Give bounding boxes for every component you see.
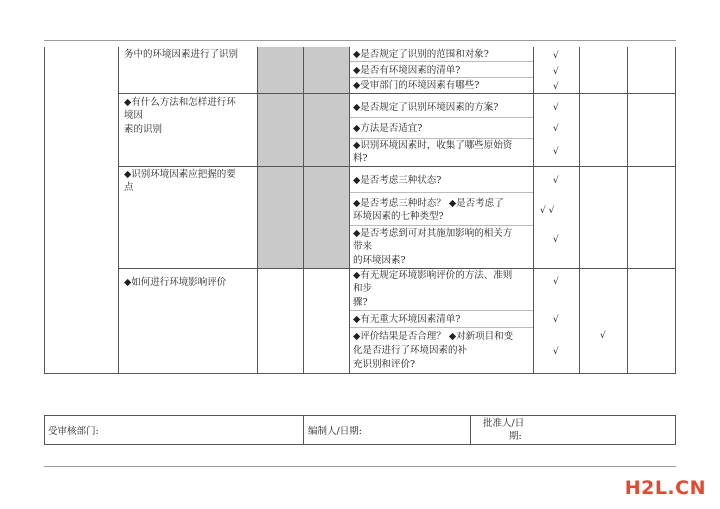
checklist-item: ◆有无重大环境因素清单? [353,314,461,325]
check-mark: √ [553,347,559,357]
bottom-divider [44,466,676,467]
shaded-cell [258,47,303,93]
check-mark: √ [553,124,559,134]
site-logo: H2L.CN [624,477,706,499]
checklist-item: ◆评价结果是否合理？ ◆对新项目和变 [353,331,514,342]
checklist-item: ◆有无规定环境影响评价的方法、准则 [353,270,513,281]
checklist-item: ◆识别环境因素时，收集了哪些原始资 [353,140,513,151]
checklist-item: ◆是否规定了识别环境因素的方案? [353,102,499,113]
checklist-item: 骤? [353,297,368,308]
check-mark: √ [553,235,559,245]
checklist-item: ◆是否规定了识别的范围和对象? [353,49,489,60]
check-mark: √ [553,315,559,325]
checklist-item: ◆是否考虑到可对其施加影响的相关方 [353,228,513,239]
checklist-item: 料? [353,153,368,164]
check-mark: √ [553,51,559,61]
checklist-item: 的环境因素? [353,255,406,266]
check-mark-double: √ √ [540,206,555,216]
checklist-item: ◆是否考虑三种状态? [353,175,442,186]
check-mark: √ [600,331,606,341]
checklist-item: ◆方法是否适宜? [353,123,423,134]
approver-date-label: 批准人/日 [483,418,525,429]
check-mark: √ [553,67,559,77]
checklist-item: 环境因素的七种类型? [353,211,444,222]
shaded-cell [258,167,303,268]
topic-text: ◆如何进行环境影响评价 [124,277,227,288]
checklist-item: 和步 [353,283,373,294]
checklist-item: 带来 [353,241,373,252]
topic-text: ◆有什么方法和怎样进行环 [124,97,236,108]
check-mark: √ [553,277,559,287]
approver-date-label: 期: [509,431,522,442]
check-mark: √ [553,176,559,186]
top-divider [44,40,676,41]
shaded-cell [304,47,349,93]
check-mark: √ [553,147,559,157]
shaded-cell [304,94,349,166]
topic-text: ◆识别环境因素应把握的要 [124,169,236,180]
shaded-cell [304,167,349,268]
check-mark: √ [553,103,559,113]
audited-dept-label: 受审核部门: [48,426,99,437]
checklist-item: ◆受审部门的环境因素有哪些? [353,80,480,91]
checklist-item: ◆是否考虑三种时态？ ◆是否考虑了 [353,198,504,209]
check-mark: √ [553,82,559,92]
checklist-item: 化是否进行了环境因素的补 [353,345,468,356]
topic-text: 务中的环境因素进行了识别 [124,49,239,60]
topic-text: 素的识别 [124,124,163,135]
editor-date-label: 编制人/日期: [308,426,362,437]
topic-text: 境因 [124,110,144,121]
topic-text: 点 [124,182,134,193]
checklist-item: 充识别和评价? [353,359,416,370]
checklist-item: ◆是否有环境因素的清单? [353,65,461,76]
shaded-cell [258,94,303,166]
